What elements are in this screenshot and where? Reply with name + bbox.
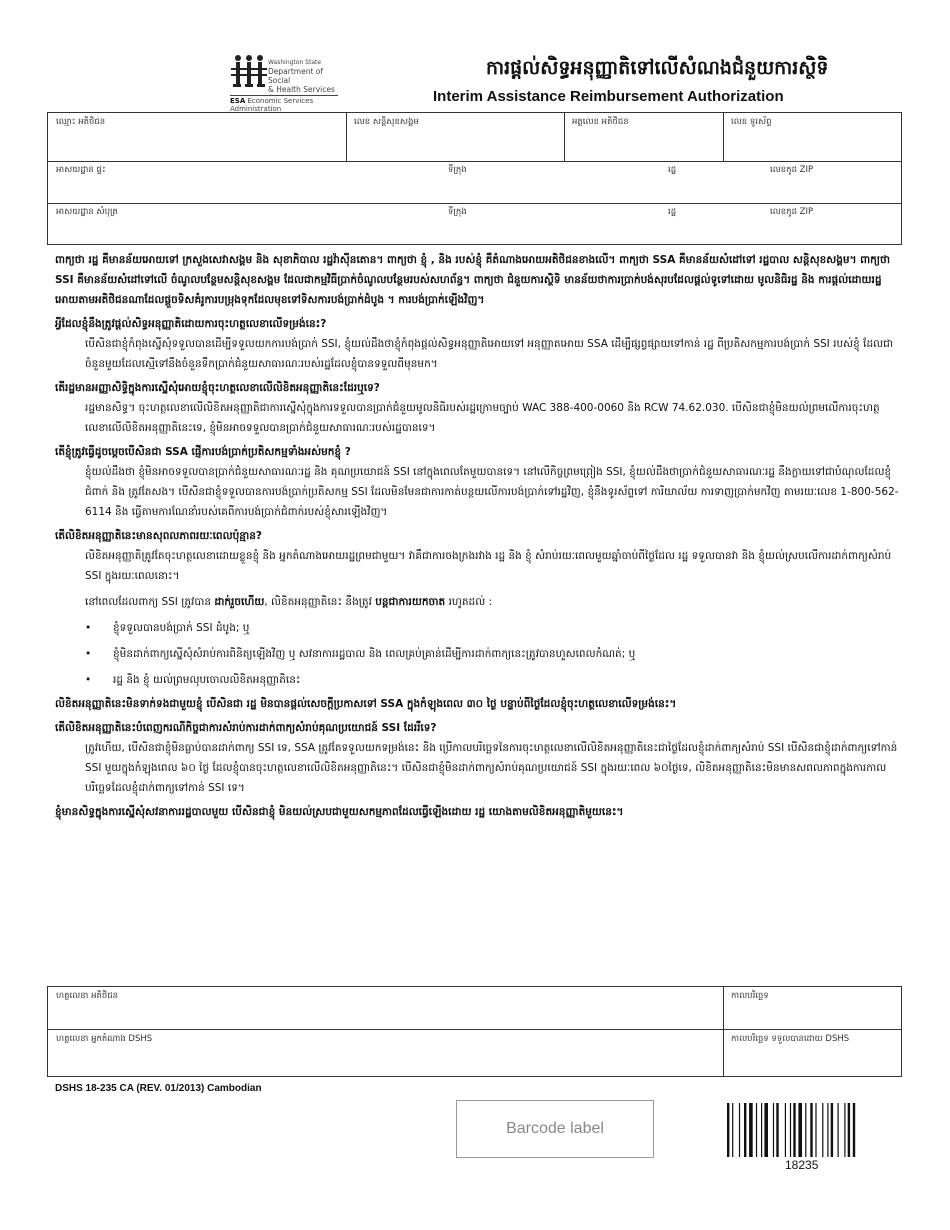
answer-1: បើសិនជាខ្ញុំកំពុងស្នើសុំទទួលបានដើម្បីទទួលយកការបង់ប្រាក់ SSI, ខ្ញុំយល់ដឹងថាខ្ញុំកំពុងផ្តល់សិទ្ធអនុញ្ញាតិអោយទៅ អនុញ្ញាតអោយ SSA ដើម្បីផ្សព្វផ្សាយទៅកាន់ រដ្ឋ ពីប្រតិសកម្មការបង់ប្រាក់ SSI របស់ខ្ញុំ ដែលជាចំនួនមួយដែលស្មើទៅនឹងចំនួនទឹកប្រាក់ជំនួយសាធារណៈរបស់រដ្ឋដែលខ្ញុំបានទទួលពីមុនមក។ [85,338,894,370]
answer-3: ខ្ញុំយល់ដឹងថា ខ្ញុំមិនអាចទទួលបានប្រាក់ជំនួយសាធារណៈរដ្ឋ និង គុណប្រយោជន៍ SSI នៅក្នុងពេលតែមួយបានទេ។ នៅលើកិច្ចព្រមព្រៀង SSI, ខ្ញុំយល់ដឹងថាប្រាក់ជំនួយសាធារណៈរដ្ឋ នឹងក្លាយទៅជាបំណុលដែលខ្ញុំជំពាក់ និង ត្រូវតែសង។ បើសិនជាខ្ញុំទទួលបានការបង់ប្រាក់ប្រតិសកម្ម SSI ដែលមិនមែនជាការកាត់បន្ថយលើការបង់ប្រាក់ទៅរដ្ឋវិញ, ខ្ញុំនឹងទូរស័ព្ទទៅ ការិយាល័យ ការទាញប្រាក់មកវិញ តាមរយៈលេខ 1-800-562-6114 និង ធ្វើតាមការណែនាំរបស់គេពីការបង់ប្រាក់ជំពាក់របស់ខ្ញុំសារឡើងវិញ។ [85,466,899,518]
answer-4: លិខិតអនុញ្ញាតិត្រូវតែចុះហត្ថលេខាដោយខ្លួនខ្ញុំ និង អ្នកតំណាងអោយរដ្ឋព្រមជាមួយ។ វាគឺជាការចងក្រងរវាង រដ្ឋ និង ខ្ញុំ សំរាប់រយៈពេលមួយឆ្នាំចាប់ពីថ្ងៃដែល រដ្ឋ ទទួលបានវា និង ខ្ញុំយល់ស្របលើការដាក់ពាក្យសំរាប់ SSI ក្នុងរយៈពេលនោះ។ [85,550,892,582]
statement-2: ខ្ញុំមានសិទ្ធក្នុងការស្នើសុំសវនាការរដ្ឋបាលមួយ បើសិនជាខ្ញុំ មិនយល់ស្របជាមួយសកម្មភាពដែលធ្វើឡើងដោយ រដ្ឋ យោងតាមលិខិតអនុញ្ញាតិមួយនេះ។ [55,806,624,818]
client-signature-field[interactable]: ហត្ថលេខា អតិថិជន [56,991,119,1001]
dshs-logo-icon [230,54,268,94]
home-city-field[interactable]: ទីក្រុង [448,165,467,175]
mailing-state-field[interactable]: រដ្ឋ [668,207,677,217]
client-name-field[interactable]: ឈ្មោះ អតិថិជន [56,117,106,127]
question-5: តើលិខិតអនុញ្ញាតិនេះបំពេញករណីកិច្ចជាការសំរាប់ការដាក់ពាក្យសំរាប់គុណប្រយោជន៍ SSI ដែររឺទេ? [55,722,437,734]
statement-1: លិខិតអនុញ្ញាតិនេះមិនទាក់ទងជាមួយខ្ញុំ បើសិនជា រដ្ឋ មិនបានផ្តល់សេចក្តីប្រកាសទៅ SSA ក្នុងកំឡុងពេល ៣០ ថ្ងៃ បន្ទាប់ពីថ្ងៃដែលខ្ញុំចុះហត្ថលេខាលើទម្រង់នេះ។ [55,698,677,710]
list-item: • ខ្ញុំមិនដាក់ពាក្យស្នើសុំសំរាប់ការពិនិត្យឡើងវិញ ឬ សវនាការរដ្ឋបាល និង ពេលគ្រប់គ្រាន់ដើម្បីការដាក់ពាក្យនេះត្រូវបានហួសពេលកំណត់; ឬ [55,644,900,664]
dshs-logo [228,50,340,113]
client-id-field[interactable]: អត្តលេខ អតិថិជន [572,117,629,127]
home-address-field[interactable]: អាសយដ្ឋាន ផ្ទះ [56,165,106,175]
barcode-label-box: Barcode label [456,1100,654,1158]
ssn-field[interactable]: លេខ សន្តិសុខសង្គម [354,117,419,127]
title-english: Interim Assistance Reimbursement Authorization [433,88,784,105]
home-state-field[interactable]: រដ្ឋ [668,165,677,175]
question-2: តើរដ្ឋមានអញ្ញាសិទ្ធិក្នុងការស្នើសុំអោយខ្ញុំចុះហត្ថលេខាលើលិខិតអនុញ្ញាតិនេះដែរឬទេ? [55,382,380,394]
question-3: តើខ្ញុំត្រូវធ្វើដូចម្តេចបើសិនជា SSA ផ្ញើការបង់ប្រាក់ប្រតិសកម្មទាំងអស់មកខ្ញុំ ? [55,446,351,458]
form-number: DSHS 18-235 CA (REV. 01/2013) Cambodian [55,1083,262,1094]
answer-5: ត្រូវហើយ, បើសិនជាខ្ញុំមិនធ្លាប់បានដាក់ពាក្យ SSI ទេ, SSA ត្រូវតែទទួលយកទម្រង់នេះ និង ប្រើកាលបរិច្ឆេទនៃការចុះហត្ថលេខាលើលិខិតអនុញ្ញាតិនេះជាថ្ងៃដែលខ្ញុំដាក់ពាក្យសំរាប់ SSI បើសិនជាខ្ញុំដាក់ពាក្យទៅកាន់ SSI មួយក្នុងកំឡុងពេល ៦០ ថ្ងៃ ដែលខ្ញុំបានចុះហត្ថលេខាលើលិខិតអនុញ្ញាតិនេះ។ បើសិនជាខ្ញុំមិនដាក់ពាក្យសំរាប់គុណប្រយោជន៍ SSI ក្នុងរយៈពេល ៦០ថ្ងៃទេ, លិខិតអនុញ្ញាតិនេះមិនមានសពលភាពក្នុងការកាលបរិច្ឆេទដែលខ្ញុំដាក់ពាក្យទៅកាន់ SSI ទេ។ [85,742,898,794]
question-1: អ្វីដែលខ្ញុំនឹងត្រូវផ្តល់សិទ្ធអនុញ្ញាតិដោយការចុះហត្ថលេខាលើទម្រង់នេះ? [55,318,327,330]
intro-paragraph: ពាក្យថា រដ្ឋ គឺមានន័យអោយទៅ ក្រសួងសេវាសង្គម និង សុខាភិបាល រដ្ឋវ៉ាស៊ីនតោន។ ពាក្យថា ខ្ញុំ , និង របស់ខ្ញុំ គឺតំណាងអោយអតិថិជនខាងលើ។ ពាក្យថា SSA គឺមានន័យសំដៅទៅ រដ្ឋបាល សន្តិសុខសង្គម។ ពាក្យថា SSI គឺមានន័យសំដៅទៅលើ ចំណូលបន្ថែមសន្តិសុខសង្គម ដែលជាកម្មវិធីប្រាក់ចំណូលបន្ថែមរបស់សហព័ន្ធ។ ពាក្យថា ជំនួយការស្ថិទិ មានន័យថាការប្រាក់បង់សុរបដែលផ្តល់ទូទៅដោយ មូលនិធិរដ្ឋ និង ការផ្តល់ដោយរដ្ឋអោយតាមអតិថិជនណាដែលផ្តួចទិសគំរូការបម្រុងទុកដែលមុខទៅទិសការបង់ប្រាក់ដំបូង ។ ការបង់ប្រាក់ឡើងវិញ។ [55,254,890,306]
dshs-rep-signature-field[interactable]: ហត្ថលេខា អ្នកតំណាង DSHS [56,1034,153,1044]
client-date-field[interactable]: កាលបរិច្ឆេទ [731,991,769,1001]
barcode-icon [727,1103,889,1157]
list-item: • រដ្ឋ និង ខ្ញុំ យល់ព្រមលុបចោលលិខិតអនុញ្ញាតិនេះ [55,670,900,690]
authorization-body [55,250,900,822]
mailing-zip-field[interactable]: លេខកូដ ZIP [770,207,814,217]
list-item: • ខ្ញុំទទួលបានបង់ប្រាក់ SSI ដំបូង; ឬ [55,618,900,638]
title-khmer: ការផ្តល់សិទ្ធអនុញ្ញាតិទៅលើសំណងជំនួយការស្ថិទិ [486,57,829,79]
answer-2: រដ្ឋមានសិទ្ធ។ ចុះហត្ថលេខាលើលិខិតអនុញ្ញាតិជាការស្នើសុំក្នុងការទទួលបានប្រាក់ជំនួយមូលនិធិរបស់រដ្ឋក្រោមច្បាប់ WAC 388-400-0060 និង RCW 74.62.030. បើសិនជាខ្ញុំមិនយល់ព្រមលើការចុះហត្ថលេខាលើលិខិតអនុញ្ញាតិនេះទេ, ខ្ញុំមិនអាចទទួលបានប្រាក់ជំនួយសាធារណៈរបស់រដ្ឋបានទេ។ [85,402,880,434]
mailing-address-field[interactable]: អាសយដ្ឋាន សំបុត្រ [56,207,118,217]
barcode-number: 18235 [785,1158,819,1172]
dshs-received-date-field[interactable]: កាលបរិច្ឆេទ ទទួលបានដោយ DSHS [731,1034,850,1044]
mailing-city-field[interactable]: ទីក្រុង [448,207,467,217]
agency-name: Washington State Department of Social & Health Services [268,59,335,94]
esa-label: ESA Economic Services Administration [230,95,338,113]
answer-4-continuation: នៅពេលដែលពាក្យ SSI ត្រូវបាន ដាក់រួចហើយ, លិខិតអនុញ្ញាតិនេះ នឹងត្រូវ បន្តជាការយកចាត រហូតដល់ : [85,596,493,608]
phone-field[interactable]: លេខ ទូរស័ព្ទ [731,117,772,127]
client-info-grid [47,112,902,245]
signature-grid [47,986,902,1077]
question-4: តើលិខិតអនុញ្ញាតិនេះមានសុពលភាពរយៈពេលប៉ុន្មាន? [55,530,262,542]
home-zip-field[interactable]: លេខកូដ ZIP [770,165,814,175]
